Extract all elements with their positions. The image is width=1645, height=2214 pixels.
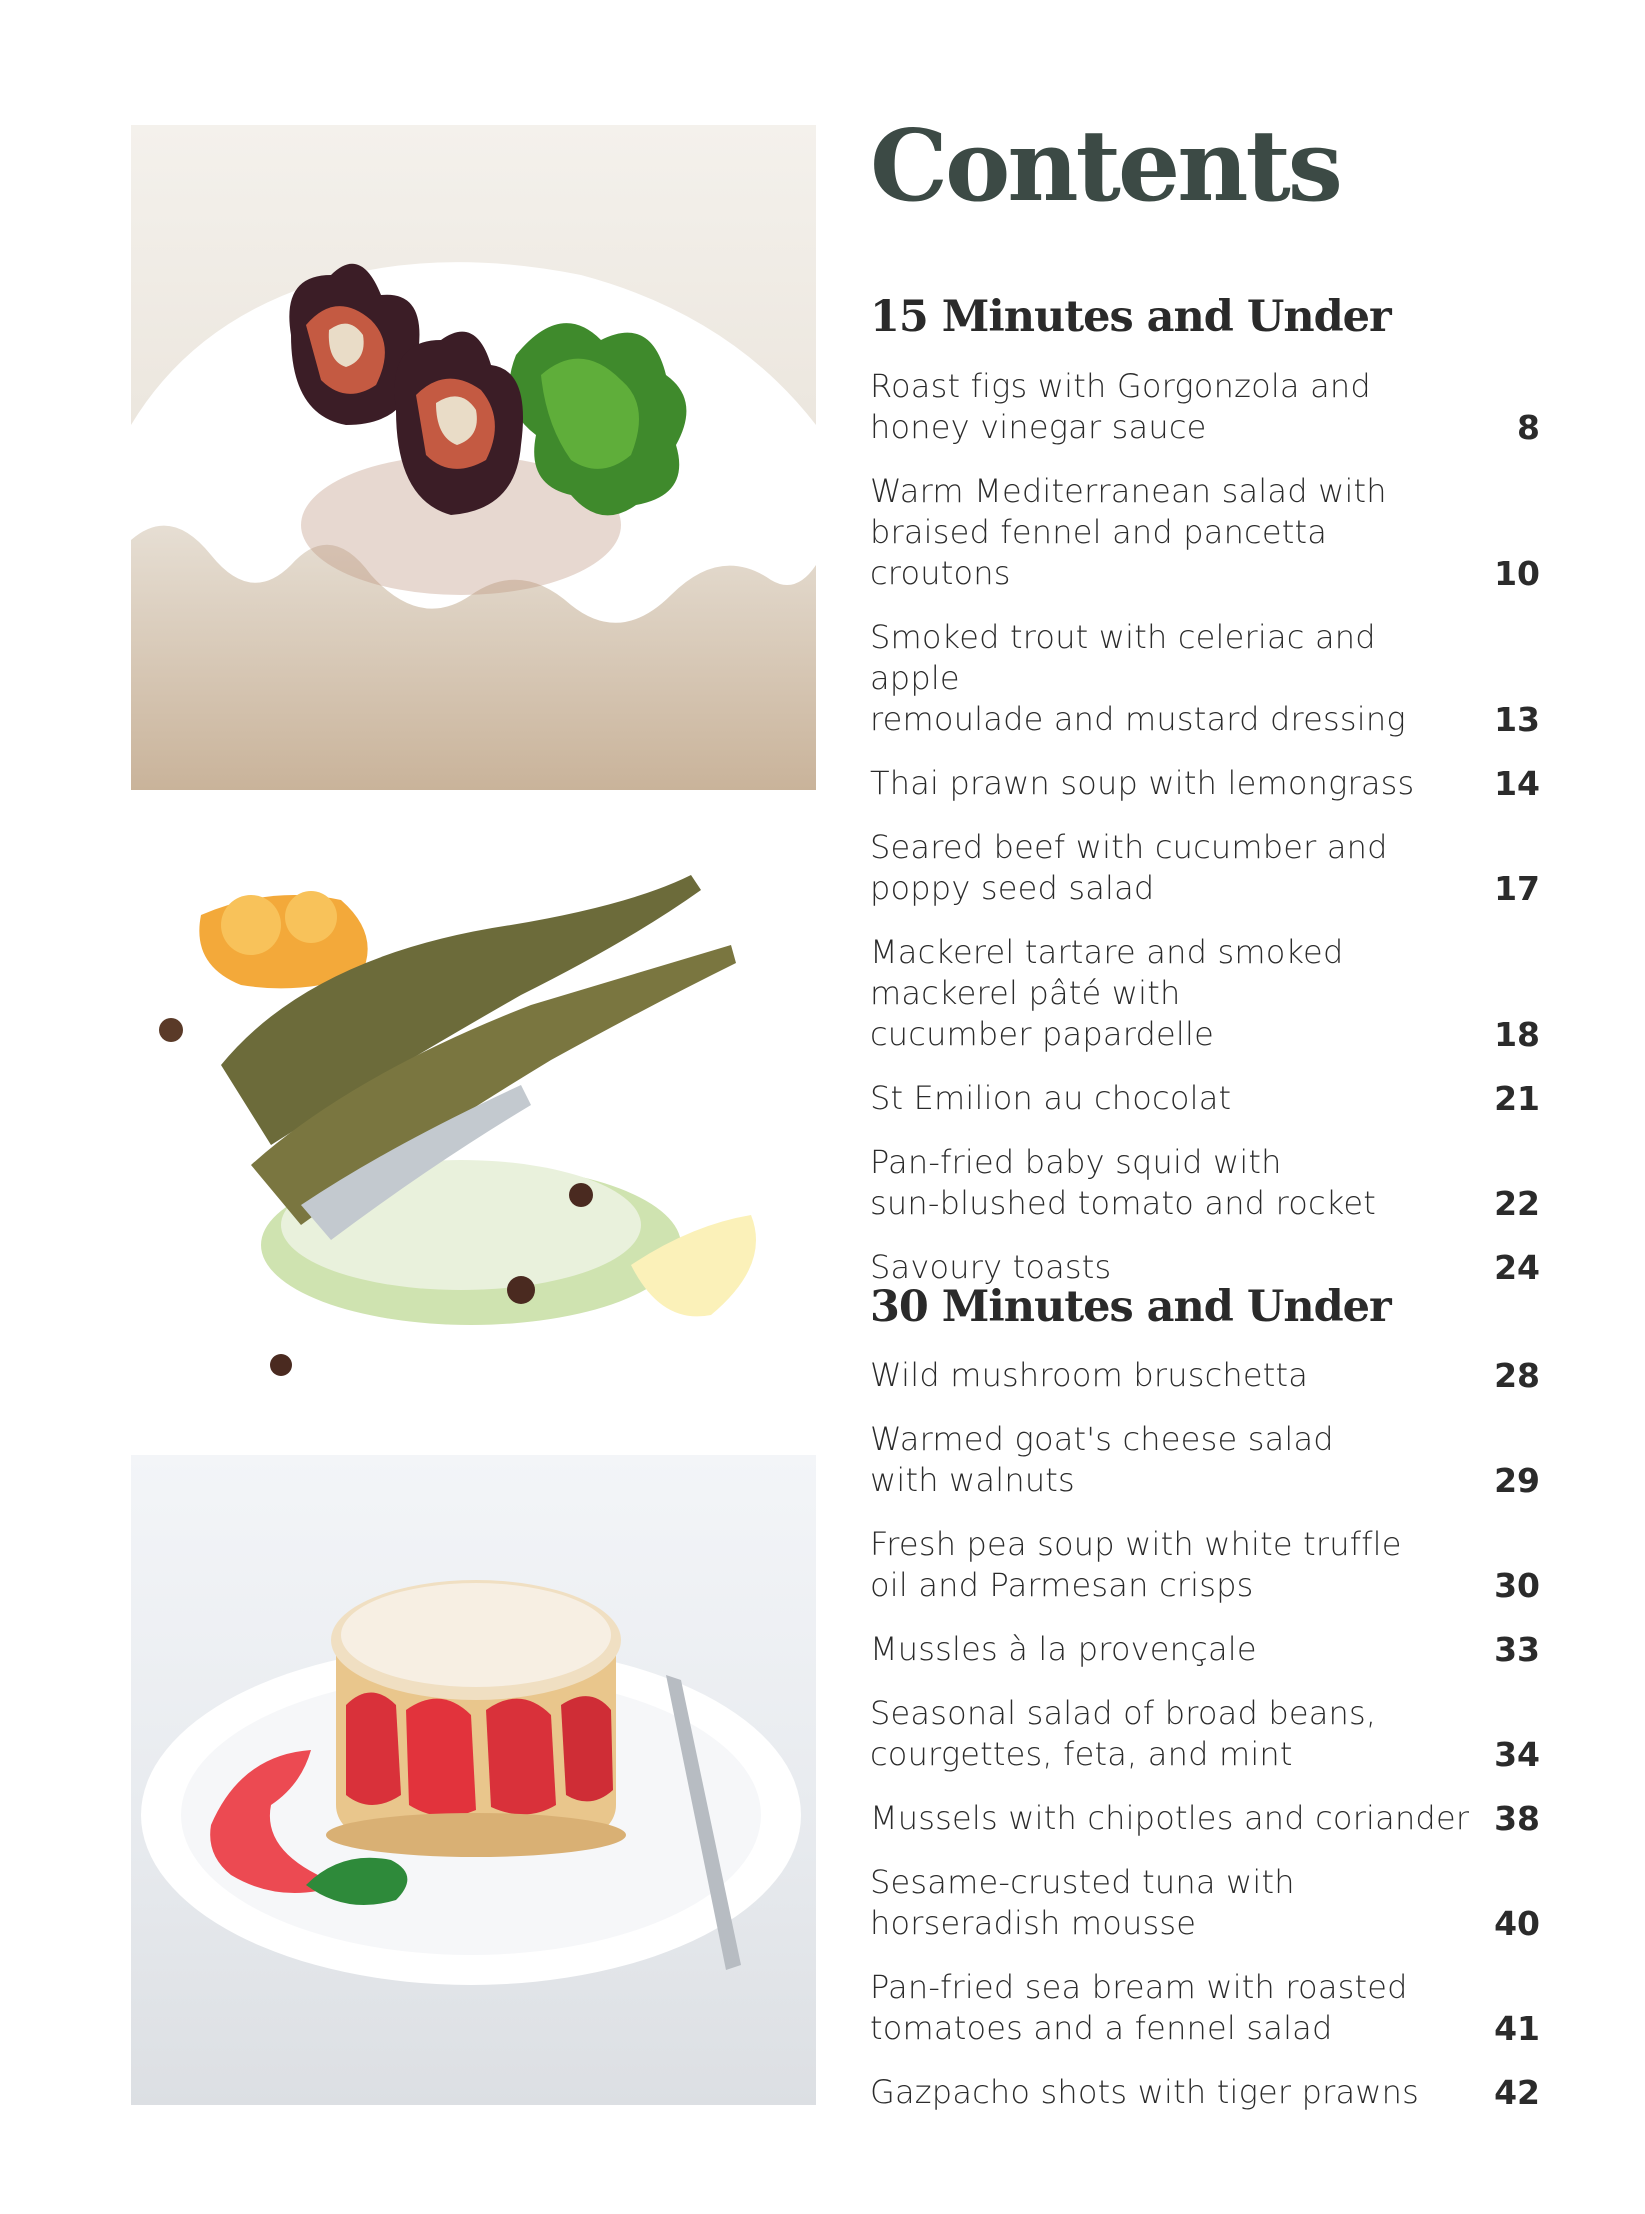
toc-entry-page: 34 — [1494, 1735, 1540, 1774]
toc-entry-title: Warm Mediterranean salad with braised fennel and pancetta croutons — [870, 472, 1387, 592]
toc-entry-title: Sesame-crusted tuna with horseradish mousse — [870, 1863, 1295, 1942]
toc-entry-title: Savoury toasts — [870, 1248, 1112, 1286]
toc-entry-title: Mackerel tartare and smoked mackerel pâté with cucumber papardelle — [870, 933, 1344, 1053]
toc-entry[interactable] — [870, 1967, 1540, 2049]
toc-entry[interactable] — [870, 1355, 1540, 1396]
toc-entry-title: Mussels with chipotles and coriander — [870, 1799, 1470, 1837]
toc-entry[interactable] — [870, 1524, 1540, 1606]
section-heading-15-minutes: 15 Minutes and Under — [870, 292, 1391, 342]
page-title: Contents — [870, 109, 1340, 224]
toc-entry[interactable] — [870, 1078, 1540, 1119]
toc-entry[interactable] — [870, 366, 1540, 448]
toc-entry-page: 29 — [1494, 1461, 1540, 1500]
photo-strawberry-tart — [131, 1455, 816, 2105]
toc-entry[interactable] — [870, 1419, 1540, 1501]
toc-entry-title: Pan-fried sea bream with roasted tomatoes and a fennel salad — [870, 1968, 1408, 2047]
toc-entry[interactable] — [870, 1142, 1540, 1224]
toc-entry-page: 30 — [1494, 1566, 1540, 1605]
toc-entry-title: Smoked trout with celeriac and apple remoulade and mustard dressing — [870, 618, 1406, 738]
toc-entry[interactable] — [870, 1693, 1540, 1775]
toc-entry-page: 38 — [1494, 1799, 1540, 1838]
toc-entry[interactable] — [870, 763, 1540, 804]
toc-entry-page: 28 — [1494, 1356, 1540, 1395]
toc-entry-page: 33 — [1494, 1630, 1540, 1669]
toc-entry-title: Thai prawn soup with lemongrass — [870, 764, 1415, 802]
toc-entry-page: 18 — [1494, 1015, 1540, 1054]
photo-roast-figs — [131, 125, 816, 790]
toc-entry-page: 42 — [1494, 2073, 1540, 2112]
section-heading-30-minutes: 30 Minutes and Under — [870, 1282, 1391, 1332]
toc-entry-page: 24 — [1494, 1248, 1540, 1287]
toc-list-30-minutes — [870, 1355, 1540, 2136]
toc-list-15-minutes — [870, 366, 1540, 1311]
toc-entry[interactable] — [870, 932, 1540, 1055]
toc-entry[interactable] — [870, 827, 1540, 909]
toc-entry-page: 10 — [1494, 554, 1540, 593]
toc-entry-page: 8 — [1517, 408, 1540, 447]
toc-entry-title: Seasonal salad of broad beans, courgettes, feta, and mint — [870, 1694, 1377, 1773]
toc-entry-title: Warmed goat's cheese salad with walnuts — [870, 1420, 1334, 1499]
toc-entry-title: Wild mushroom bruschetta — [870, 1356, 1309, 1394]
toc-entry-title: Seared beef with cucumber and poppy seed salad — [870, 828, 1388, 907]
toc-entry-title: Mussles à la provençale — [870, 1630, 1257, 1668]
toc-entry-page: 17 — [1494, 869, 1540, 908]
toc-entry-title: Roast figs with Gorgonzola and honey vinegar sauce — [870, 367, 1371, 446]
toc-entry-page: 21 — [1494, 1079, 1540, 1118]
toc-entry-page: 41 — [1494, 2009, 1540, 2048]
toc-entry[interactable] — [870, 2072, 1540, 2113]
toc-entry-page: 40 — [1494, 1904, 1540, 1943]
toc-entry-title: Gazpacho shots with tiger prawns — [870, 2073, 1419, 2111]
toc-entry[interactable] — [870, 1862, 1540, 1944]
toc-entry[interactable] — [870, 1629, 1540, 1670]
toc-entry[interactable] — [870, 471, 1540, 594]
toc-entry-title: St Emilion au chocolat — [870, 1079, 1232, 1117]
toc-entry-page: 14 — [1494, 764, 1540, 803]
toc-entry-page: 13 — [1494, 700, 1540, 739]
toc-entry[interactable] — [870, 617, 1540, 740]
toc-entry-page: 22 — [1494, 1184, 1540, 1223]
toc-entry-title: Fresh pea soup with white truffle oil and Parmesan crisps — [870, 1525, 1402, 1604]
toc-entry-title: Pan-fried baby squid with sun-blushed tomato and rocket — [870, 1143, 1377, 1222]
photo-crusted-sardines — [131, 845, 816, 1405]
toc-entry[interactable] — [870, 1798, 1540, 1839]
